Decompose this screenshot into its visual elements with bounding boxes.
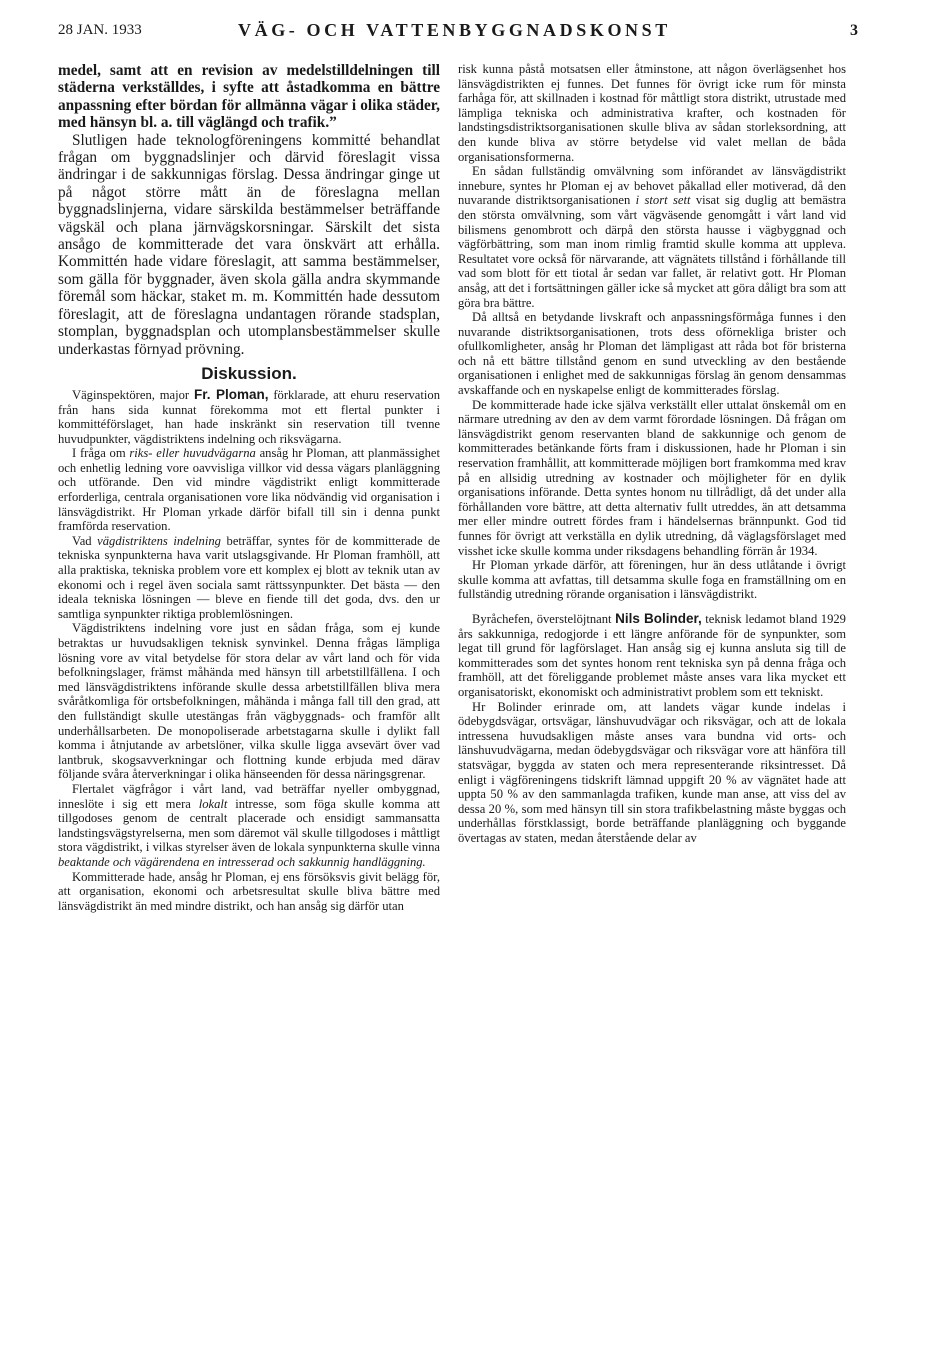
paragraph: Vägdistriktens indelning vore just en sådan fråga, som ej kunde betraktas ur huvudsakligen teknisk synvinkel. Denna frågas lämpliga lösning vore av vital betydelse för stora delar av vårt land och för vida befolkningslager, främst måhända med hänsyn till arbetstillfällena. I och med länsvägdistriktens införande skulle dessa arbetstillfällen bliva mera svåråtkomliga för ortsbefolkningen, måhända i många fall till den grad, att den fullständigt skulle utestängas från vägbyggnads- och framför allt underhållsarbeten. De monopoliserade arbetstagarna skulle i dylikt fall komma i åtnjutande av arbetslöner, vilka skulle ligga avsevärt över vad lantbruk, skogsavverkningar och flottning kunde erbjuda med därav följande svåra återverkningar i olika hänseenden för dessa näringsgrenar. <box>58 621 440 782</box>
journal-title: VÄG- OCH VATTENBYGGNADSKONST <box>238 20 671 40</box>
paragraph: De kommitterade hade icke själva verkställt eller uttalat önskemål om en närmare utredning av den av dem varmt förordade lösningen. Då frågan om länsvägdistrikt genom reservanten bland de sakkunnige och genom de kommitterades betänkande förts fram i diskussionen, hade hr Ploman i sin reservation framhållit, att kommitterade möjligen bort framkomma med krav på en allsidig utredning av kostnader och möjligheter för en dylik organisations införande. Detta syntes honom nu tillrådligt, då det under alla förhållanden vore bättre, att detta alternativ fullt utreddes, än att detsamma mer eller mindre outrett fördes fram i händelsernas brännpunkt. God tid funnes för övrigt att verkställa en dylik utredning, då väglagsförslaget med visshet icke skulle komma under riksdagens behandling förrän år 1934. <box>458 397 846 558</box>
page-number: 3 <box>850 22 858 39</box>
section-heading: Diskussion. <box>201 363 297 383</box>
paragraph: Då alltså en betydande livskraft och anpassningsförmåga funnes i den nuvarande distriktsorganisationen, trots dess oförnekliga brister och ofullkomligheter, ansåg hr Ploman det lämpligast att råda bot för bristerna och nå ett bättre tillstånd genom en sund utveckling av den bestående organisationen i enlighet med de sakkunnigas förslag än genom densammas avskaffande och en nyskapelse enligt de kommitterades förslag. <box>458 310 846 398</box>
paragraph: En sådan fullständig omvälvning som införandet av länsvägdistrikt innebure, syntes hr Ploman ej av behovet påkallad eller motiverad, då den nuvarande distriktsorganisationen i stort sett visat sig duglig att bemästra den största omvälvning, som vårt vägväsende genomgått i vårt land vid bilismens genombrott och därpå den största hausse i vägbyggnad och vägförbättring, som man inom rimlig framtid skulle komma att uppleva. Resultatet vore också för närvarande, att vägnätets tillstånd i förhållande till vad som blott för ett tiotal år sedan var fallet, är relativt gott. Hr Ploman ansåg, att det i fortsättningen gäller icke så mycket att göra dåligt bra som att göra bra bättre. <box>458 164 846 310</box>
paragraph: Hr Bolinder erinrade om, att landets vägar kunde indelas i ödebygdsvägar, ortsvägar, länshuvudvägar och riksvägar, och att de lokala intressena huvudsakligen måste anses vara bundna vid orts- och länshuvudvägarna, medan ödebygdsvägar och riksvägar vore att hänföra till statsvägar, byggda av staten och mera representerande riksintresset. Då enligt i vägföreningens tidskrift lämnad uppgift 20 % av vägnätet hade att uppta 50 % av den sammanlagda trafiken, kunde man anse, att viss del av dessa 20 %, som med hänsyn till sin stora trafikbelastning måste byggas och underhållas förstklassigt, borde beträffande planläggning och byggande övertagas av staten, medan återstående delar av <box>458 699 846 845</box>
paragraph: medel, samt att en revision av medelstilldelningen till städerna verkställdes, i syfte att åstadkomma en bättre anpassning efter bördan för allmänna vägar i olika städer, med hänsyn bl. a. till väglängd och trafik.” <box>58 62 440 132</box>
paragraph: risk kunna påstå motsatsen eller åtminstone, att någon överlägsenhet hos länsvägdistrikten ej funnes. Det funnes för övrigt icke rum för minsta farhåga för, att skillnaden i kostnad för måttligt stora distrikt, utrustade med lämpliga tekniska och administrativa krafter, och kostnaden för landstingsdistriktsorganisationen skulle bliva av sådan storleksordning, att den kunde bliva av större betydelse vid valet mellan de båda organisationsformerna. <box>458 62 846 164</box>
paragraph: Vad vägdistriktens indelning beträffar, syntes för de kommitterade de tekniska synpunkterna hava varit utslagsgivande. Hr Ploman framhöll, att alla praktiska, tekniska problem vore ett komplex ej blott av teknik utan av ekonomi och i regel även sociala samt rättssynpunkter. Det bästa — den ideala tekniska lösningen — bleve en fiende till det goda, dvs. den ur samtliga synpunkter riktiga problemlösningen. <box>58 533 441 621</box>
speaker-name: Fr. Ploman, <box>193 386 269 402</box>
paragraph: Byråchefen, överstelöjtnant Nils Bolinder, teknisk ledamot bland 1929 års sakkunniga, redogjorde i ett längre anförande för de synpunkter, som legat till grund för lagförslaget. Han ansåg sig ej kunna ansluta sig till de kommitterades som det syntes honom rent tekniska syn på denna fråga och framhöll, att det föreliggande problemet måste anses vara lika mycket ett organisatoriskt, ekonomiskt och administrativt problem som ett tekniskt. <box>458 610 846 699</box>
right-column <box>458 62 846 845</box>
issue-date: 28 JAN. 1933 <box>58 22 142 38</box>
paragraph: Flertalet vägfrågor i vårt land, vad beträffar nyeller ombyggnad, inneslöte i sig ett mera lokalt intresse, som föga skulle komma att tillgodoses genom de centralt placerade och ensidigt sammansatta landstingsvägstyrelserna, men som däremot väl skulle tillgodoses i måttligt stora vägdistrikt, i vilkas styrelser även de lokala synpunkterna skulle vinna beaktande och vägärendena en intresserad och sakkunnig handläggning. <box>58 781 440 869</box>
paragraph: Slutligen hade teknologföreningens kommitté behandlat frågan om byggnadslinjer och därvid föreslagit vissa ändringar i de sakkunnigas förslag. Dessa ändringar ginge ut på något större mått än de föreslagna mellan byggnadslinjerna, vidare särskilda bestämmelser beträffande vägskäl och plana järnvägskorsningar. Särskilt det sista ansågo de kommitterade det vara önskvärt att erhålla. Kommittén hade vidare föreslagit, att samma bestämmelser, som gälla för byggnader, även skola gälla andra skymmande föremål som häckar, staket m. m. Kommittén hade dessutom föreslagit, att de föreslagna undantagen rörande stadsplan, stomplan, byggnadsplan och utomplansbestämmelser skulle underkastas förnyad prövning. <box>58 131 440 358</box>
paragraph: Kommitterade hade, ansåg hr Ploman, ej ens försöksvis givit belägg för, att organisation, ekonomi och arbetsresultat skulle bliva bättre med länsvägdistrikt än med mindre distrikt, och han ansåg sig därför utan <box>58 869 440 913</box>
paragraph: Väginspektören, major Fr. Ploman, förklarade, att ehuru reservation från hans sida kunnat förekomma mot ett flertal punkter i kommittéförslaget, han hade inskränkt sin reservation till tvenne huvudpunkter, vägdistriktens indelning och riksvägarna. <box>58 386 440 446</box>
paragraph: I fråga om riks- eller huvudvägarna ansåg hr Ploman, att planmässighet och enhetlig ledning vore oavvisliga villkor vid dessa vägars planläggning och utförande. Den vid mindre vägdistrikt enligt kommitterade erforderliga, centrala organisationen vore lika nödvändig vid organisation i länsvägdistrikt. Hr Ploman yrkade därför bifall till sin i denna punkt framförda reservation. <box>58 446 440 534</box>
speaker-name: Nils Bolinder, <box>615 610 702 626</box>
page-header <box>58 20 858 44</box>
left-column <box>58 62 440 913</box>
paragraph: Hr Ploman yrkade därför, att föreningen, hur än dess utlåtande i övrigt skulle komma att avfattas, till detsamma skulle foga en framställning om en fullständig utredning rörande organisation i länsvägdistrikt. <box>458 558 846 602</box>
